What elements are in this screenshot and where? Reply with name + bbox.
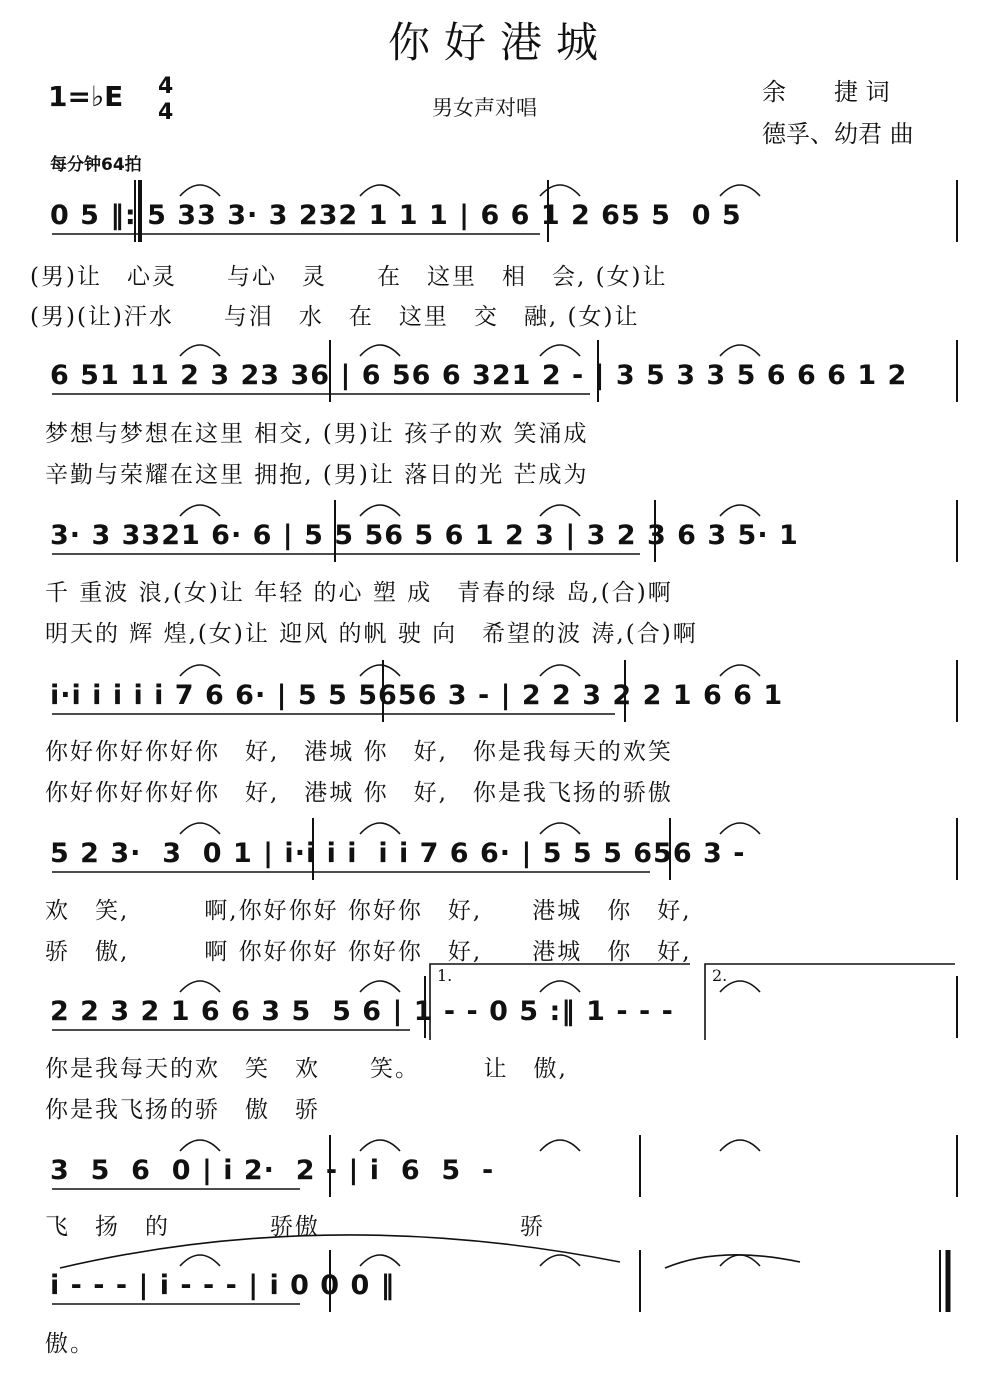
slur <box>360 345 400 356</box>
volta-bracket <box>705 964 955 1040</box>
lyric-line: 傲。 <box>45 1331 95 1357</box>
slur <box>540 185 580 196</box>
tempo-marking: 每分钟64拍 <box>50 155 142 175</box>
notation-line: 3 5 6 0 | i 2· 2 - | i 6 5 - <box>50 1155 495 1186</box>
slur <box>360 1255 400 1266</box>
notation-line: 5 2 3· 3 0 1 | i·i i i i i 7 6 6· | 5 5 5 656 3 - <box>50 838 746 869</box>
composer-credit: 德孚、幼君 曲 <box>762 120 914 148</box>
lyric-line: 你好你好你好你 好, 港城 你 好, 你是我每天的欢笑 <box>45 739 673 765</box>
slur <box>180 505 220 516</box>
slur <box>540 823 580 834</box>
slur <box>180 1140 220 1151</box>
slur <box>180 345 220 356</box>
slur <box>180 185 220 196</box>
slur <box>720 185 760 196</box>
notation-line: i - - - | i - - - | i 0 0 0 ‖ <box>50 1270 396 1301</box>
lyric-line: 明天的 辉 煌,(女)让 迎风 的帆 驶 向 希望的波 涛,(合)啊 <box>45 621 698 647</box>
slur <box>720 505 760 516</box>
slur <box>540 981 580 992</box>
slur <box>360 981 400 992</box>
lyric-line: 欢 笑, 啊,你好你好 你好你 好, 港城 你 好, <box>45 898 692 924</box>
lyric-line: 你是我飞扬的骄 傲 骄 <box>45 1097 320 1123</box>
lyric-line: 你好你好你好你 好, 港城 你 好, 你是我飞扬的骄傲 <box>45 780 673 806</box>
lyric-line: 梦想与梦想在这里 相交, (男)让 孩子的欢 笑涌成 <box>45 421 589 447</box>
key-signature: 1=♭E <box>48 80 124 113</box>
slur <box>360 505 400 516</box>
volta-first: 1. <box>437 966 453 985</box>
time-signature-bottom: 4 <box>158 100 174 125</box>
volta-second: 2. <box>712 966 728 985</box>
notation-line: i·i i i i i 7 6 6· | 5 5 5656 3 - | 2 2 3 2 2 1 6 6 1 <box>50 680 784 711</box>
lyric-line: (男)(让)汗水 与泪 水 在 这里 交 融, (女)让 <box>30 304 640 330</box>
slur <box>360 665 400 676</box>
lyric-line: 千 重波 浪,(女)让 年轻 的心 塑 成 青春的绿 岛,(合)啊 <box>45 580 673 606</box>
notation-line: 6 51 11 2 3 23 36 | 6 56 6 321 2 - | 3 5 3 3 5 6 6 6 1 2 <box>50 360 908 391</box>
lyric-line: (男)让 心灵 与心 灵 在 这里 相 会, (女)让 <box>30 264 668 290</box>
slur <box>180 823 220 834</box>
lyric-line: 飞 扬 的 骄傲 骄 <box>45 1214 545 1240</box>
slur <box>360 185 400 196</box>
song-title: 你好港城 <box>387 18 612 67</box>
slur <box>360 1140 400 1151</box>
slur <box>180 981 220 992</box>
performance-note: 男女声对唱 <box>432 96 537 120</box>
slur <box>180 665 220 676</box>
slur <box>540 665 580 676</box>
slur <box>180 1255 220 1266</box>
notation-line: 0 5 ‖: 5 33 3· 3 232 1 1 1 | 6 6 1 2 65 5 0 5 <box>50 200 742 231</box>
lyric-line: 辛勤与荣耀在这里 拥抱, (男)让 落日的光 芒成为 <box>45 462 589 488</box>
slur <box>720 345 760 356</box>
notation-line: 3· 3 3321 6· 6 | 5 5 56 5 6 1 2 3 | 3 2 3 6 3 5· 1 <box>50 520 799 551</box>
lyric-line: 你是我每天的欢 笑 欢 笑。 让 傲, <box>45 1056 568 1082</box>
slur <box>720 823 760 834</box>
slur <box>720 665 760 676</box>
lyric-line: 骄 傲, 啊 你好你好 你好你 好, 港城 你 好, <box>45 939 692 965</box>
lyricist-credit: 余 捷 词 <box>762 78 890 106</box>
slur <box>540 1140 580 1151</box>
slur <box>360 823 400 834</box>
slur <box>720 1255 760 1266</box>
slur <box>540 1255 580 1266</box>
slur <box>720 1140 760 1151</box>
slur <box>540 505 580 516</box>
slur <box>540 345 580 356</box>
notation-line: 2 2 3 2 1 6 6 3 5 5 6 | 1 - - 0 5 :‖ 1 - - - <box>50 996 674 1027</box>
time-signature-top: 4 <box>158 74 174 99</box>
